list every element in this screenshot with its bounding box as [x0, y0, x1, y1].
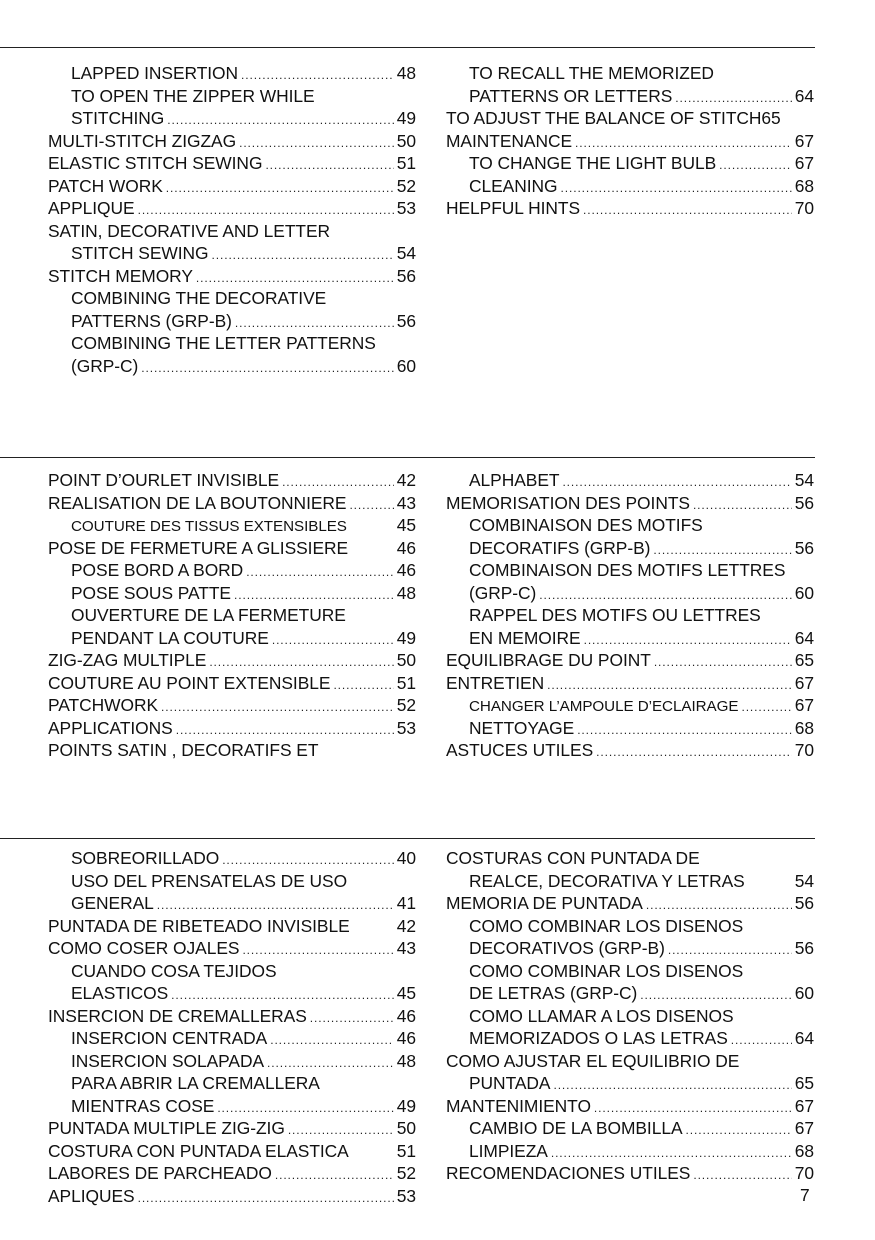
toc-entry-page: 65 — [794, 1073, 814, 1093]
toc-entry — [48, 559, 416, 582]
dot-leader — [157, 894, 394, 915]
toc-entry-page: 54 — [396, 243, 416, 263]
toc-entry-title: COMBINAISON DES MOTIFS — [469, 515, 703, 535]
page-number: 7 — [800, 1185, 810, 1205]
toc-entry-title: MANTENIMIENTO — [446, 1095, 591, 1116]
toc-entry — [48, 694, 416, 717]
toc-entry-page: 53 — [396, 198, 416, 218]
toc-entry-title: CAMBIO DE LA BOMBILLA — [469, 1118, 683, 1138]
toc-entry — [48, 1095, 416, 1118]
toc-entry-page: 42 — [396, 470, 416, 490]
toc-entry-title: PENDANT LA COUTURE — [71, 627, 269, 648]
toc-entry — [446, 62, 814, 85]
toc-entry-page: 64 — [794, 1028, 814, 1048]
toc-entry-title: LIMPIEZA — [469, 1140, 548, 1161]
toc-entry — [446, 915, 814, 938]
toc-entry-title: LABORES DE PARCHEADO — [48, 1163, 272, 1183]
toc-entry-title: PATTERNS OR LETTERS — [469, 85, 673, 106]
dot-leader — [646, 894, 792, 915]
toc-entry — [48, 604, 416, 627]
toc-entry — [48, 847, 416, 870]
toc-entry — [446, 107, 814, 130]
toc-entry-page: 51 — [396, 153, 416, 173]
toc-entry-title: SOBREORILLADO — [71, 848, 220, 868]
toc-entry-page: 60 — [396, 355, 416, 376]
toc-entry-page: 56 — [396, 310, 416, 331]
toc-entry-page: 67 — [794, 130, 814, 151]
dot-leader — [234, 584, 394, 605]
dot-leader — [209, 651, 393, 672]
dot-leader — [141, 357, 393, 378]
toc-entry-page: 67 — [794, 1095, 814, 1116]
toc-entry-title: DECORATIFS (GRP-B) — [469, 537, 651, 558]
toc-entry-title: POSE DE FERMETURE A GLISSIERE — [48, 537, 349, 558]
toc-entry — [48, 960, 416, 983]
toc-entry — [48, 739, 416, 762]
toc-entry-page: 46 — [396, 537, 416, 558]
toc-entry-page: 48 — [396, 582, 416, 603]
toc-entry — [48, 310, 416, 333]
toc-entry-title: RAPPEL DES MOTIFS OU LETTRES — [469, 605, 761, 625]
dot-leader — [212, 244, 394, 265]
toc-entry — [446, 672, 814, 695]
toc-entry — [446, 627, 814, 650]
toc-entry — [446, 847, 814, 870]
toc-english-right-column — [446, 62, 814, 220]
dot-leader — [196, 267, 394, 288]
toc-entry — [48, 627, 416, 650]
toc-entry-title: GENERAL — [71, 893, 154, 913]
dot-leader — [575, 132, 792, 153]
toc-entry — [446, 469, 814, 492]
toc-entry-title: POINT D’OURLET INVISIBLE — [48, 470, 280, 490]
toc-entry-title: COMO COSER OJALES — [48, 938, 240, 958]
toc-entry — [48, 649, 416, 672]
toc-entry-title: LAPPED INSERTION — [71, 63, 239, 83]
dot-leader — [731, 1029, 792, 1050]
toc-entry-title: PUNTADA MULTIPLE ZIG-ZIG — [48, 1118, 285, 1138]
dot-leader — [596, 741, 792, 762]
toc-entry-title: EN MEMOIRE — [469, 627, 581, 648]
toc-entry-page: 46 — [396, 1028, 416, 1048]
toc-entry — [48, 1185, 416, 1208]
toc-entry — [48, 1162, 416, 1185]
toc-entry-title: RECOMENDACIONES UTILES — [446, 1163, 691, 1183]
toc-entry-page: 56 — [396, 265, 416, 286]
toc-entry — [446, 982, 814, 1005]
toc-entry — [48, 870, 416, 893]
section-divider-top — [0, 47, 815, 48]
toc-entry-title: TO CHANGE THE LIGHT BULB — [469, 153, 717, 173]
dot-leader — [668, 939, 792, 960]
toc-entry-title: STITCHING — [71, 108, 165, 128]
toc-entry — [48, 469, 416, 492]
toc-entry — [48, 1072, 416, 1095]
toc-entry — [48, 152, 416, 175]
toc-french-left-column — [48, 469, 416, 762]
toc-entry-title: CLEANING — [469, 175, 558, 196]
toc-entry-page: 48 — [396, 1050, 416, 1071]
toc-entry — [446, 130, 814, 153]
toc-entry-title: INSERCION SOLAPADA — [71, 1050, 265, 1071]
toc-entry-page: 48 — [396, 63, 416, 83]
toc-entry-page: 42 — [396, 915, 416, 936]
toc-entry-title: MULTI-STITCH ZIGZAG — [48, 130, 237, 151]
dot-leader — [719, 154, 792, 175]
toc-entry-page: 52 — [396, 175, 416, 196]
toc-entry — [446, 1072, 814, 1095]
toc-entry — [446, 717, 814, 740]
toc-entry — [446, 1027, 814, 1050]
toc-entry — [48, 355, 416, 378]
dot-leader — [246, 561, 394, 582]
toc-entry-title: EQUILIBRAGE DU POINT — [446, 650, 651, 670]
toc-entry-title: APPLICATIONS — [48, 717, 173, 738]
toc-entry — [48, 332, 416, 355]
toc-entry-title: ZIG-ZAG MULTIPLE — [48, 650, 207, 670]
toc-entry — [446, 197, 814, 220]
toc-entry-page: 67 — [794, 695, 814, 715]
toc-entry — [48, 1140, 416, 1163]
dot-leader — [242, 939, 393, 960]
toc-entry — [48, 220, 416, 243]
toc-entry-page: 49 — [396, 627, 416, 648]
toc-entry-title: APLIQUES — [48, 1185, 135, 1206]
dot-leader — [693, 494, 792, 515]
dot-leader — [167, 109, 393, 130]
toc-entry — [48, 287, 416, 310]
toc-entry — [48, 672, 416, 695]
toc-entry — [446, 649, 814, 672]
toc-entry-title: PATCHWORK — [48, 695, 159, 715]
toc-entry-title: PARA ABRIR LA CREMALLERA — [71, 1073, 320, 1093]
dot-leader — [640, 984, 792, 1005]
toc-entry-title: REALCE, DECORATIVA Y LETRAS — [469, 870, 745, 891]
toc-entry-page: 46 — [396, 1005, 416, 1026]
toc-entry-page: 45 — [396, 515, 416, 535]
toc-entry-page: 70 — [794, 198, 814, 218]
toc-entry-page: 67 — [794, 1118, 814, 1138]
toc-entry-page: 64 — [794, 85, 814, 106]
toc-entry — [48, 1050, 416, 1073]
toc-entry — [48, 1117, 416, 1140]
toc-entry — [48, 1027, 416, 1050]
toc-entry-title: ALPHABET — [469, 470, 560, 490]
toc-entry-title: REALISATION DE LA BOUTONNIERE — [48, 492, 347, 513]
dot-leader — [561, 177, 792, 198]
toc-entry-title: PUNTADA — [469, 1073, 551, 1093]
toc-spanish-left-column — [48, 847, 416, 1207]
toc-entry-title: APPLIQUE — [48, 198, 135, 218]
toc-entry-title: MEMORIA DE PUNTADA — [446, 893, 643, 913]
toc-entry-page: 53 — [396, 717, 416, 738]
toc-entry-page: 52 — [396, 1163, 416, 1183]
dot-leader — [741, 696, 791, 717]
toc-entry — [48, 242, 416, 265]
toc-entry-page: 43 — [396, 492, 416, 513]
dot-leader — [310, 1007, 394, 1028]
dot-leader — [235, 312, 394, 333]
toc-entry — [48, 537, 416, 560]
toc-entry-title: HELPFUL HINTS — [446, 198, 580, 218]
toc-entry-title: SATIN, DECORATIVE AND LETTER — [48, 220, 331, 241]
toc-entry-title: ELASTICOS — [71, 983, 169, 1003]
toc-entry — [48, 937, 416, 960]
toc-entry-page: 64 — [794, 627, 814, 648]
toc-entry-title: TO OPEN THE ZIPPER WHILE — [71, 85, 315, 106]
toc-entry-page: 70 — [794, 740, 814, 760]
toc-entry-title: COMO COMBINAR LOS DISENOS — [469, 915, 744, 936]
toc-entry-title: COSTURA CON PUNTADA ELASTICA — [48, 1140, 349, 1161]
toc-entry-title: ELASTIC STITCH SEWING — [48, 153, 263, 173]
toc-entry-title: POSE BORD A BORD — [71, 560, 244, 580]
toc-entry-title: POSE SOUS PATTE — [71, 582, 231, 603]
toc-entry — [446, 492, 814, 515]
toc-entry — [446, 870, 814, 893]
toc-entry — [446, 1050, 814, 1073]
toc-entry-page: 49 — [396, 108, 416, 128]
toc-entry-page: 53 — [396, 1185, 416, 1206]
toc-entry — [48, 197, 416, 220]
dot-leader — [547, 674, 792, 695]
dot-leader — [551, 1142, 792, 1163]
toc-entry — [446, 175, 814, 198]
toc-entry — [446, 1005, 814, 1028]
toc-entry-title: COMO COMBINAR LOS DISENOS — [469, 960, 744, 981]
toc-entry-title: ENTRETIEN — [446, 672, 545, 693]
toc-entry-title: INSERCION DE CREMALLERAS — [48, 1005, 307, 1026]
toc-entry-title: MIENTRAS COSE — [71, 1095, 215, 1116]
toc-entry — [48, 107, 416, 130]
dot-leader — [217, 1097, 393, 1118]
dot-leader — [171, 984, 394, 1005]
toc-entry — [446, 85, 814, 108]
toc-entry — [446, 1162, 814, 1185]
dot-leader — [577, 719, 792, 740]
toc-entry-page: 54 — [794, 470, 814, 490]
toc-entry-page: 68 — [794, 717, 814, 738]
toc-entry-page: 56 — [794, 492, 814, 513]
toc-entry-page: 67 — [794, 672, 814, 693]
dot-leader — [686, 1119, 792, 1140]
toc-entry — [446, 739, 814, 762]
toc-entry-title: MEMORIZADOS O LAS LETRAS — [469, 1028, 728, 1048]
dot-leader — [584, 629, 792, 650]
dot-leader — [138, 199, 394, 220]
toc-english-left-column — [48, 62, 416, 377]
toc-entry-page: 51 — [396, 672, 416, 693]
section-divider-middle — [0, 457, 815, 458]
toc-entry-title: STITCH MEMORY — [48, 265, 193, 286]
toc-entry-title: TO ADJUST THE BALANCE OF STITCH65 — [446, 108, 781, 128]
toc-entry-title: PUNTADA DE RIBETEADO INVISIBLE — [48, 915, 350, 936]
toc-entry — [48, 265, 416, 288]
dot-leader — [594, 1097, 792, 1118]
toc-entry-page: 68 — [794, 1140, 814, 1161]
toc-entry-page: 49 — [396, 1095, 416, 1116]
dot-leader — [161, 696, 394, 717]
toc-entry-title: POINTS SATIN , DECORATIFS ET — [48, 740, 319, 760]
dot-leader — [166, 177, 394, 198]
dot-leader — [553, 1074, 791, 1095]
dot-leader — [349, 494, 393, 515]
toc-entry — [48, 892, 416, 915]
toc-entry-page: 46 — [396, 560, 416, 580]
toc-entry — [446, 559, 814, 582]
toc-entry-title: (GRP-C) — [469, 582, 537, 603]
toc-entry — [48, 85, 416, 108]
dot-leader — [693, 1164, 791, 1185]
dot-leader — [138, 1187, 394, 1208]
toc-entry — [48, 717, 416, 740]
toc-entry — [48, 492, 416, 515]
dot-leader — [275, 1164, 394, 1185]
toc-entry-page: 41 — [396, 893, 416, 913]
toc-entry-page: 54 — [794, 870, 814, 891]
toc-entry — [48, 175, 416, 198]
toc-entry-page: 50 — [396, 650, 416, 670]
dot-leader — [239, 132, 394, 153]
toc-entry-title: ASTUCES UTILES — [446, 740, 594, 760]
toc-entry-title: MEMORISATION DES POINTS — [446, 492, 690, 513]
dot-leader — [270, 1029, 394, 1050]
toc-entry-page: 60 — [794, 582, 814, 603]
toc-entry-page: 50 — [396, 1118, 416, 1138]
toc-entry-page: 45 — [396, 983, 416, 1003]
toc-entry-page: 43 — [396, 938, 416, 958]
toc-entry — [48, 982, 416, 1005]
toc-entry-title: COMO AJUSTAR EL EQUILIBRIO DE — [446, 1050, 740, 1071]
dot-leader — [241, 64, 394, 85]
toc-entry-title: CHANGER L’AMPOULE D’ECLAIRAGE — [469, 698, 739, 715]
toc-entry — [48, 915, 416, 938]
toc-entry-title: OUVERTURE DE LA FERMETURE — [71, 605, 346, 625]
toc-entry-page: 68 — [794, 175, 814, 196]
toc-entry — [48, 582, 416, 605]
toc-entry-page: 52 — [396, 695, 416, 715]
toc-entry-title: DE LETRAS (GRP-C) — [469, 983, 638, 1003]
toc-entry-title: COMBINING THE DECORATIVE — [71, 288, 327, 308]
toc-entry — [48, 514, 416, 537]
toc-entry-page: 56 — [794, 537, 814, 558]
dot-leader — [265, 154, 393, 175]
toc-entry-page: 67 — [794, 153, 814, 173]
dot-leader — [272, 629, 394, 650]
dot-leader — [562, 471, 791, 492]
toc-entry — [446, 694, 814, 717]
toc-entry-page: 56 — [794, 893, 814, 913]
toc-entry-page: 40 — [396, 848, 416, 868]
dot-leader — [288, 1119, 394, 1140]
section-divider-bottom — [0, 838, 815, 839]
dot-leader — [267, 1052, 394, 1073]
dot-leader — [282, 471, 394, 492]
toc-entry-title: COMBINING THE LETTER PATTERNS — [71, 333, 376, 353]
toc-entry — [446, 1140, 814, 1163]
dot-leader — [675, 87, 791, 108]
toc-entry-title: PATCH WORK — [48, 175, 163, 196]
toc-entry — [446, 582, 814, 605]
toc-entry — [446, 937, 814, 960]
toc-entry — [446, 892, 814, 915]
toc-entry-title: COSTURAS CON PUNTADA DE — [446, 848, 700, 868]
dot-leader — [222, 849, 394, 870]
toc-french-right-column — [446, 469, 814, 762]
toc-entry — [446, 1095, 814, 1118]
toc-entry-title: STITCH SEWING — [71, 243, 209, 263]
dot-leader — [654, 651, 792, 672]
toc-entry — [446, 537, 814, 560]
toc-spanish-right-column — [446, 847, 814, 1185]
toc-entry-page: 65 — [794, 650, 814, 670]
toc-entry — [446, 514, 814, 537]
dot-leader — [333, 674, 393, 695]
toc-entry — [446, 1117, 814, 1140]
toc-entry-page: 50 — [396, 130, 416, 151]
toc-entry — [48, 1005, 416, 1028]
toc-entry-title: MAINTENANCE — [446, 130, 573, 151]
dot-leader — [539, 584, 791, 605]
toc-entry-title: COMO LLAMAR A LOS DISENOS — [469, 1005, 734, 1026]
toc-entry-title: COMBINAISON DES MOTIFS LETTRES — [469, 560, 786, 580]
toc-entry-title: USO DEL PRENSATELAS DE USO — [71, 870, 348, 891]
toc-entry-page: 51 — [396, 1140, 416, 1161]
toc-entry — [48, 130, 416, 153]
dot-leader — [653, 539, 791, 560]
toc-entry — [48, 62, 416, 85]
toc-entry-title: PATTERNS (GRP-B) — [71, 310, 232, 331]
toc-entry-page: 56 — [794, 938, 814, 958]
toc-entry-title: TO RECALL THE MEMORIZED — [469, 63, 714, 83]
dot-leader — [176, 719, 394, 740]
toc-entry-title: DECORATIVOS (GRP-B) — [469, 938, 665, 958]
toc-entry-title: COUTURE AU POINT EXTENSIBLE — [48, 672, 331, 693]
dot-leader — [583, 199, 792, 220]
toc-entry-page: 60 — [794, 983, 814, 1003]
toc-entry-page: 70 — [794, 1163, 814, 1183]
toc-entry-title: (GRP-C) — [71, 355, 139, 376]
toc-entry-title: CUANDO COSA TEJIDOS — [71, 960, 277, 981]
toc-entry — [446, 960, 814, 983]
toc-entry-title: INSERCION CENTRADA — [71, 1028, 268, 1048]
toc-entry-title: COUTURE DES TISSUS EXTENSIBLES — [71, 518, 347, 535]
toc-entry-title: NETTOYAGE — [469, 717, 575, 738]
toc-entry — [446, 152, 814, 175]
toc-entry — [446, 604, 814, 627]
